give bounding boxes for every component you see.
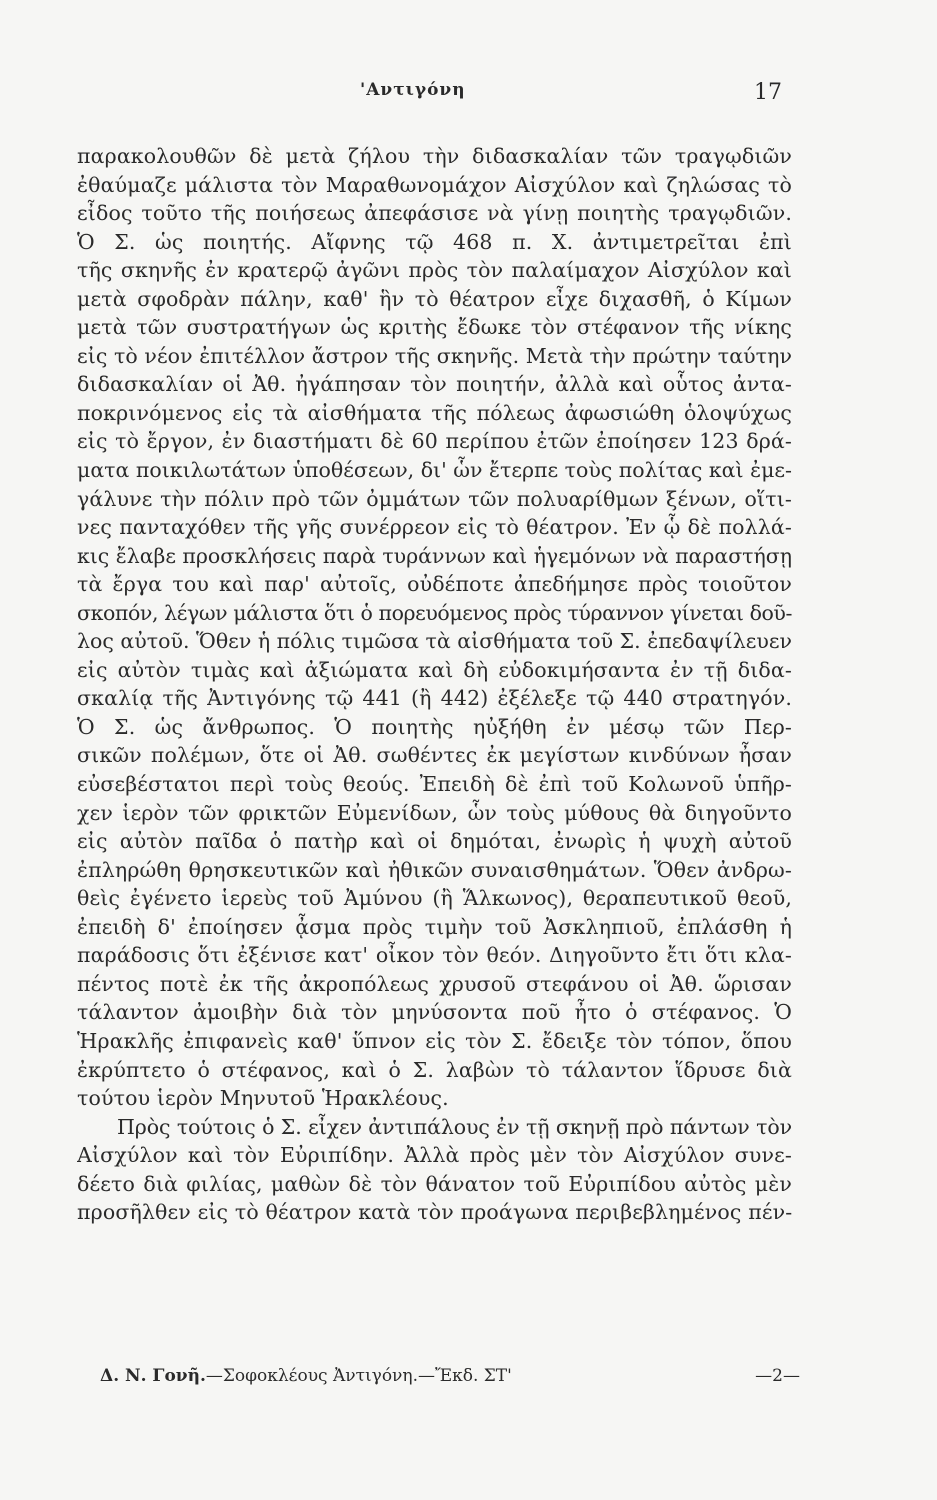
text-line: παρακολουθῶν δὲ μετὰ ζήλου τὴν διδασκαλίαν τῶν τραγῳδιῶν <box>77 144 792 168</box>
page-number: 17 <box>754 80 782 105</box>
page-footer <box>100 1366 800 1386</box>
text-line: παράδοσις ὅτι ἐξένισε κατ' οἶκον τὸν θεόν. Διηγοῦντο ἔτι ὅτι κλα- <box>77 943 792 968</box>
text-line: τὰ ἔργα του καὶ παρ' αὐτοῖς, οὐδέποτε ἀπεδήμησε πρὸς τοιοῦτον <box>77 572 792 597</box>
text-line: Ἡρακλῆς ἐπιφανεὶς καθ' ὕπνον εἰς τὸν Σ. ἔδειξε τὸν τόπον, ὅπου <box>77 1028 792 1053</box>
text-line: ἐπληρώθη θρησκευτικῶν καὶ ἠθικῶν συναισθημάτων. Ὅθεν ἀνδρω- <box>77 857 792 882</box>
footer-author: Δ. Ν. Γονῆ. <box>100 1366 206 1386</box>
footer-title: —Σοφοκλέους Ἀντιγόνη.—Ἔκδ. ΣΤ' <box>205 1366 512 1386</box>
text-line: νες πανταχόθεν τῆς γῆς συνέρρεον εἰς τὸ θέατρον. Ἐν ᾧ δὲ πολλά- <box>77 515 792 540</box>
text-line: ποκρινόμενος εἰς τὰ αἰσθήματα τῆς πόλεως ἀφωσιώθη ὁλοψύχως <box>77 400 792 425</box>
text-line: λος αὐτοῦ. Ὅθεν ἡ πόλις τιμῶσα τὰ αἰσθήματα τοῦ Σ. ἐπεδαψίλευεν <box>77 629 792 654</box>
text-line: εἰς τὸ νέον ἐπιτέλλον ἄστρον τῆς σκηνῆς. Μετὰ τὴν πρώτην ταύτην <box>77 343 792 368</box>
text-line: εἶδος τοῦτο τῆς ποιήσεως ἀπεφάσισε νὰ γίνῃ ποιητὴς τραγῳδιῶν. <box>77 201 792 226</box>
text-line: μετὰ σφοδρὰν πάλην, καθ' ἣν τὸ θέατρον εἶχε διχασθῆ, ὁ Κίμων <box>77 286 792 311</box>
text-line: εὐσεβέστατοι περὶ τοὺς θεούς. Ἐπειδὴ δὲ ἐπὶ τοῦ Κολωνοῦ ὑπῆρ- <box>77 772 792 797</box>
text-line: εἰς αὐτὸν παῖδα ὁ πατὴρ καὶ οἱ δημόται, ἐνωρὶς ἡ ψυχὴ αὐτοῦ <box>77 829 792 854</box>
text-line: ματα ποικιλωτάτων ὑποθέσεων, δι' ὧν ἔτερπε τοὺς πολίτας καὶ ἐμε- <box>77 458 792 483</box>
text-line: ἐπειδὴ δ' ἐποίησεν ᾆσμα πρὸς τιμὴν τοῦ Ἀσκληπιοῦ, ἐπλάσθη ἡ <box>77 914 792 939</box>
text-line: ἐκρύπτετο ὁ στέφανος, καὶ ὁ Σ. λαβὼν τὸ τάλαντον ἵδρυσε διὰ <box>77 1057 792 1082</box>
text-line: εἰς αὐτὸν τιμὰς καὶ ἀξιώματα καὶ δὴ εὐδοκιμήσαντα ἐν τῇ διδα- <box>77 657 792 682</box>
text-line: θεὶς ἐγένετο ἱερεὺς τοῦ Ἀμύνου (ἢ Ἅλκωνος), θεραπευτικοῦ θεοῦ, <box>77 886 792 911</box>
text-line: προσῆλθεν εἰς τὸ θέατρον κατὰ τὸν προάγωνα περιβεβλημένος πέν- <box>77 1200 792 1225</box>
text-line: πέντος ποτὲ ἐκ τῆς ἀκροπόλεως χρυσοῦ στεφάνου οἱ Ἀθ. ὥρισαν <box>77 971 792 996</box>
text-line: Πρὸς τούτοις ὁ Σ. εἶχεν ἀντιπάλους ἐν τῇ σκηνῇ πρὸ πάντων τὸν <box>117 1114 792 1139</box>
text-line: κις ἔλαβε προσκλήσεις παρὰ τυράννων καὶ ἡγεμόνων νὰ παραστήσῃ <box>77 543 792 568</box>
text-line: ἐθαύμαζε μάλιστα τὸν Μαραθωνομάχον Αἰσχύλον καὶ ζηλώσας τὸ <box>77 172 792 197</box>
text-line: διδασκαλίαν οἱ Ἀθ. ἠγάπησαν τὸν ποιητήν, ἀλλὰ καὶ οὗτος ἀντα- <box>77 372 792 397</box>
text-line: Ὁ Σ. ὡς ἄνθρωπος. Ὁ ποιητὴς ηὐξήθη ἐν μέσῳ τῶν Περ- <box>77 714 792 739</box>
text-line: σκαλίᾳ τῆς Ἀντιγόνης τῷ 441 (ἢ 442) ἐξέλεξε τῷ 440 στρατηγόν. <box>77 686 792 711</box>
text-line: τῆς σκηνῆς ἐν κρατερῷ ἀγῶνι πρὸς τὸν παλαίμαχον Αἰσχύλον καὶ <box>77 258 792 283</box>
footer-signature: —2— <box>755 1366 800 1386</box>
text-line: μετὰ τῶν συστρατήγων ὡς κριτὴς ἔδωκε τὸν στέφανον τῆς νίκης <box>77 315 792 340</box>
text-line: Ὁ Σ. ὡς ποιητής. Αἴφνης τῷ 468 π. Χ. ἀντιμετρεῖται ἐπὶ <box>77 229 792 254</box>
text-line: τούτου ἱερὸν Μηνυτοῦ Ἡρακλέους. <box>77 1086 449 1111</box>
text-line: χεν ἱερὸν τῶν φρικτῶν Εὐμενίδων, ὧν τοὺς μύθους θὰ διηγοῦντο <box>77 800 792 825</box>
running-head: 'Αντιγόνη <box>360 80 466 100</box>
text-line: σκοπόν, λέγων μάλιστα ὅτι ὁ πορευόμενος πρὸς τύραννον γίνεται δοῦ- <box>77 600 792 625</box>
text-line: γάλυνε τὴν πόλιν πρὸ τῶν ὀμμάτων τῶν πολυαρίθμων ξένων, οἵτι- <box>77 486 792 511</box>
body-text <box>77 142 792 1227</box>
text-line: Αἰσχύλον καὶ τὸν Εὐριπίδην. Ἀλλὰ πρὸς μὲν τὸν Αἰσχύλον συνε- <box>77 1143 792 1168</box>
text-line: τάλαντον ἀμοιβὴν διὰ τὸν μηνύσοντα ποῦ ἦτο ὁ στέφανος. Ὁ <box>77 1000 792 1025</box>
text-line: δέετο διὰ φιλίας, μαθὼν δὲ τὸν θάνατον τοῦ Εὐριπίδου αὐτὸς μὲν <box>77 1171 792 1196</box>
text-line: εἰς τὸ ἔργον, ἐν διαστήματι δὲ 60 περίπου ἐτῶν ἐποίησεν 123 δρά- <box>77 429 792 454</box>
text-line: σικῶν πολέμων, ὅτε οἱ Ἀθ. σωθέντες ἐκ μεγίστων κινδύνων ἦσαν <box>77 743 792 768</box>
